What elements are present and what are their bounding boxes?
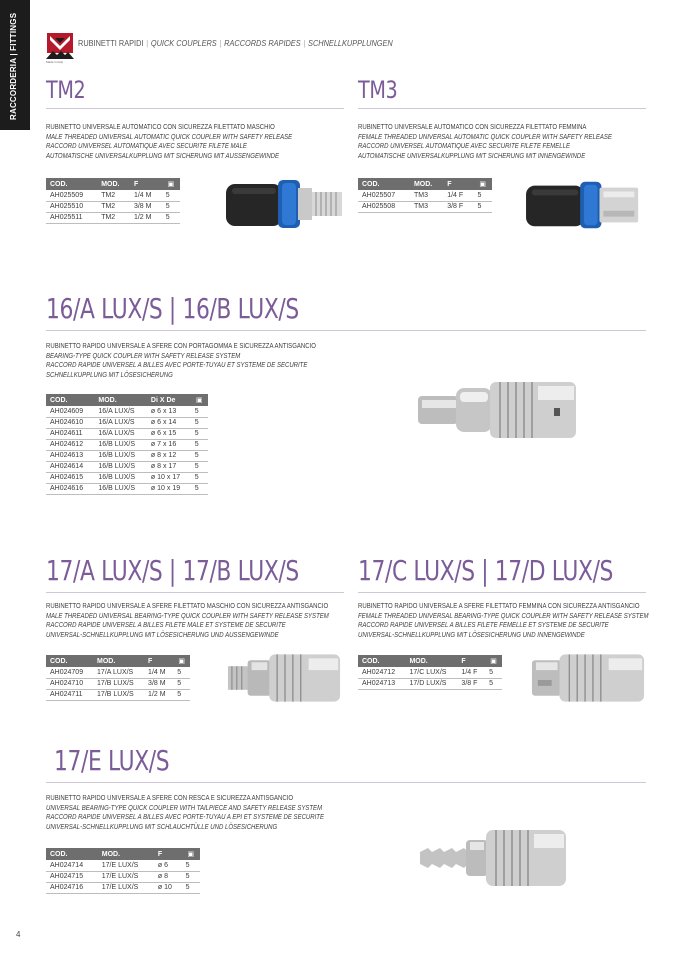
cell-cod: AH024614 [46,461,94,472]
cell-dim: ø 6 x 15 [147,428,191,439]
desc-fr: RACCORD RAPIDE UNIVERSEL A BILLES AVEC PORTE-TUYAU ET SYSTEME DE SECURITE [46,362,308,370]
box-icon: ▣ [196,397,203,404]
logo-caption: Made in Italy [46,60,64,64]
col-box [191,394,208,406]
cell-f: ø 8 [154,871,182,882]
cell-f: 1/4 M [144,667,173,678]
desc-it: RUBINETTO UNIVERSALE AUTOMATICO CON SICUREZZA FILETTATO FEMMINA [358,124,587,131]
desc-de: UNIVERSAL-SCHNELLKUPPLUNG MIT LÖSESICHERUNG UND AUSSENGEWINDE [46,631,279,639]
desc-de: UNIVERSAL-SCHNELLKUPPLUNG MIT LÖSESICHERUNG UND INNENGEWINDE [358,631,585,639]
table-row [358,678,502,689]
col-box [182,848,200,860]
col-box [173,655,190,667]
cell-cod: AH024612 [46,439,94,450]
col-f: F [130,178,162,190]
cell-mod: 16/B LUX/S [94,461,147,472]
desc-de: SCHNELLKUPPLUNG MIT LÖSESICHERUNG [46,371,173,379]
cell-mod: 16/B LUX/S [94,472,147,483]
desc-en: FEMALE THREADED UNIVERSAL AUTOMATIC QUICK COUPLER WITH SAFETY RELEASE [358,133,612,141]
section-divider [358,108,646,109]
cell-mod: 17/B LUX/S [93,689,144,700]
table-row [46,201,180,212]
table-row [46,678,190,689]
section-lux17e [46,744,646,914]
section-divider [46,782,646,783]
product-description [46,123,292,161]
product-photo-lux16 [416,378,586,442]
cell-qty: 5 [191,417,208,428]
table-row [46,472,208,483]
cell-f: 1/4 M [130,190,162,201]
spec-table [358,655,502,690]
cell-dim: ø 10 x 17 [147,472,191,483]
spec-table [46,178,180,224]
cell-f: 1/2 M [144,689,173,700]
spec-table [46,848,200,894]
cell-mod: TM2 [97,212,130,223]
desc-fr: RACCORD UNIVERSEL AUTOMATIQUE AVEC SECURITE FILETE MALE [46,143,247,151]
section-divider [46,108,344,109]
col-box [473,178,492,190]
cell-qty: 5 [191,483,208,494]
table-row [46,461,208,472]
cell-mod: 17/D LUX/S [405,678,457,689]
page-number: 4 [16,930,21,939]
table-row [46,882,200,893]
cell-dim: ø 8 x 17 [147,461,191,472]
product-description [358,602,648,640]
table-row [358,190,492,201]
cell-cod: AH024711 [46,689,93,700]
desc-fr: RACCORD UNIVERSEL AUTOMATIQUE AVEC SECURITE FILETE FEMELLE [358,143,570,151]
cell-mod: TM2 [97,190,130,201]
cell-dim: ø 6 x 13 [147,406,191,417]
section-lux17cd [358,554,649,714]
cell-f: 3/8 F [457,678,485,689]
cell-cod: AH024713 [358,678,405,689]
table-row [46,439,208,450]
product-photo-lux17ab [226,650,344,706]
col-mod: MOD. [98,848,154,860]
cell-mod: 16/A LUX/S [94,406,147,417]
cell-mod: TM3 [410,190,443,201]
header-separator: | [219,39,222,48]
product-description [46,602,329,640]
cell-cod: AH024709 [46,667,93,678]
cell-cod: AH024615 [46,472,94,483]
cell-cod: AH024613 [46,450,94,461]
cell-mod: 16/A LUX/S [94,417,147,428]
cell-cod: AH024712 [358,667,405,678]
cell-f: 1/4 F [457,667,485,678]
col-cod: COD. [46,655,93,667]
cell-qty: 5 [162,190,180,201]
cell-cod: AH024610 [46,417,94,428]
cell-mod: 16/B LUX/S [94,483,147,494]
desc-de: AUTOMATISCHE UNIVERSALKUPPLUNG MIT SICHERUNG MIT AUSSENGEWINDE [46,152,280,160]
side-tab [0,0,30,130]
section-divider [358,592,646,593]
cell-cod: AH024616 [46,483,94,494]
cell-mod: 16/B LUX/S [94,439,147,450]
section-divider [46,592,344,593]
cell-cod: AH024710 [46,678,93,689]
section-title: TM2 [46,76,86,104]
table-row [46,689,190,700]
table-row [46,190,180,201]
product-photo-tm3 [522,176,648,234]
cell-mod: 16/A LUX/S [94,428,147,439]
section-tm2 [46,76,344,236]
cell-mod: TM2 [97,201,130,212]
col-f: F [144,655,173,667]
col-cod: COD. [358,655,405,667]
cell-f: 1/4 F [443,190,473,201]
cell-qty: 5 [182,871,200,882]
cell-f: 3/8 M [130,201,162,212]
cell-cod: AH024714 [46,860,98,871]
table-row [46,860,200,871]
spec-table [46,655,190,701]
col-mod: MOD. [97,178,130,190]
cell-f: 1/2 M [130,212,162,223]
table-row [46,871,200,882]
product-description [358,123,612,161]
desc-en: FEMALE THREADED UNIVERSAL BEARING-TYPE QUICK COUPLER WITH SAFETY RELEASE SYSTEM [358,612,649,620]
side-tab-label: RACCORDERIA | FITTINGS [9,12,18,120]
col-f: F [154,848,182,860]
table-header-row [358,178,492,190]
col-dimension: Di X De [147,394,191,406]
cell-dim: ø 7 x 16 [147,439,191,450]
cell-qty: 5 [182,882,200,893]
header-separator: | [303,39,306,48]
col-mod: MOD. [93,655,144,667]
col-cod: COD. [46,848,98,860]
cell-dim: ø 6 x 14 [147,417,191,428]
cell-cod: AH024609 [46,406,94,417]
desc-en: UNIVERSAL BEARING-TYPE QUICK COUPLER WITH TAILPIECE AND SAFETY RELEASE SYSTEM [46,804,323,812]
col-f: F [443,178,473,190]
header-breadcrumb [78,39,393,48]
cell-qty: 5 [182,860,200,871]
desc-en: BEARING-TYPE QUICK COUPLER WITH SAFETY RELEASE SYSTEM [46,352,241,360]
box-icon: ▣ [490,658,497,665]
section-title: 17/A LUX/S | 17/B LUX/S [46,554,299,587]
col-mod: MOD. [405,655,457,667]
cell-cod: AH025509 [46,190,97,201]
desc-fr: RACCORD RAPIDE UNIVERSEL A BILLES FILETE FEMELLE ET SYSTEME DE SECURITE [358,622,609,630]
product-photo-lux17cd [530,650,648,706]
desc-de: AUTOMATISCHE UNIVERSALKUPPLUNG MIT SICHERUNG MIT INNENGEWINDE [358,152,586,160]
cell-qty: 5 [473,190,492,201]
product-photo-lux17e [418,826,568,890]
cell-f: 3/8 F [443,201,473,212]
col-mod: MOD. [410,178,443,190]
box-icon: ▣ [178,658,185,665]
section-title: 16/A LUX/S | 16/B LUX/S [46,292,299,325]
cell-mod: 17/E LUX/S [98,871,154,882]
cell-qty: 5 [485,678,502,689]
desc-it: RUBINETTO RAPIDO UNIVERSALE A SFERE FILETTATO MASCHIO CON SICUREZZA ANTISGANCIO [46,603,329,610]
cell-cod: AH025510 [46,201,97,212]
product-description [46,342,316,380]
cell-qty: 5 [162,201,180,212]
section-divider [46,330,646,331]
cell-dim: ø 8 x 12 [147,450,191,461]
cell-qty: 5 [173,678,190,689]
cell-cod: AH025508 [358,201,410,212]
table-row [46,212,180,223]
col-mod: MOD. [94,394,147,406]
col-f: F [457,655,485,667]
cell-qty: 5 [191,406,208,417]
cell-f: ø 6 [154,860,182,871]
table-row [46,406,208,417]
product-description [46,794,324,832]
cell-mod: 17/E LUX/S [98,882,154,893]
cell-qty: 5 [191,461,208,472]
table-row [358,667,502,678]
header-item: SCHNELLKUPPLUNGEN [308,39,393,48]
desc-it: RUBINETTO RAPIDO UNIVERSALE A SFERE CON PORTAGOMMA E SICUREZZA ANTISGANCIO [46,343,316,350]
col-box [162,178,180,190]
cell-cod: AH024611 [46,428,94,439]
cell-mod: TM3 [410,201,443,212]
cell-qty: 5 [162,212,180,223]
section-title: 17/E LUX/S [54,744,170,777]
table-row [46,667,190,678]
table-row [46,417,208,428]
table-row [46,483,208,494]
desc-it: RUBINETTO UNIVERSALE AUTOMATICO CON SICUREZZA FILETTATO MASCHIO [46,124,275,131]
cell-mod: 17/A LUX/S [93,667,144,678]
cell-qty: 5 [191,472,208,483]
cell-f: 3/8 M [144,678,173,689]
col-cod: COD. [358,178,410,190]
section-lux17ab [46,554,344,714]
cell-qty: 5 [173,667,190,678]
cell-qty: 5 [191,439,208,450]
product-photo-tm2 [222,174,352,234]
col-cod: COD. [46,178,97,190]
box-icon: ▣ [167,181,175,188]
box-icon: ▣ [187,851,195,858]
box-icon: ▣ [479,181,487,188]
spec-table [46,394,208,495]
cell-f: ø 10 [154,882,182,893]
desc-it: RUBINETTO RAPIDO UNIVERSALE A SFERE CON RESCA E SICUREZZA ANTISGANCIO [46,795,294,802]
desc-en: MALE THREADED UNIVERSAL BEARING-TYPE QUICK COUPLER WITH SAFETY RELEASE SYSTEM [46,612,329,620]
cell-qty: 5 [191,428,208,439]
table-row [46,428,208,439]
desc-de: UNIVERSAL-SCHNELLKUPPLUNG MIT SCHLAUCHTÜLLE UND LÖSESICHERUNG [46,823,278,831]
brand-logo-icon [46,32,74,60]
cell-cod: AH024716 [46,882,98,893]
cell-qty: 5 [173,689,190,700]
cell-qty: 5 [191,450,208,461]
table-header-row [46,178,180,190]
desc-fr: RACCORD RAPIDE UNIVERSEL A BILLES FILETE MALE ET SYSTEME DE SECURITE [46,622,286,630]
cell-mod: 17/E LUX/S [98,860,154,871]
spec-table [358,178,492,213]
header-item: RUBINETTI RAPIDI [78,39,144,48]
table-header-row [46,848,200,860]
table-row [46,450,208,461]
desc-en: MALE THREADED UNIVERSAL AUTOMATIC QUICK COUPLER WITH SAFETY RELEASE [46,133,293,141]
header-separator: | [146,39,149,48]
table-header-row [46,394,208,406]
cell-qty: 5 [473,201,492,212]
cell-mod: 17/C LUX/S [405,667,457,678]
cell-qty: 5 [485,667,502,678]
desc-it: RUBINETTO RAPIDO UNIVERSALE A SFERE FILETTATO FEMMINA CON SICUREZZA ANTISGANCIO [358,603,640,610]
desc-fr: RACCORD RAPIDE UNIVERSEL A BILLES AVEC PORTE-TUYAU A EPI ET SYSTEME DE SECURITE [46,814,324,822]
cell-cod: AH025511 [46,212,97,223]
cell-cod: AH024715 [46,871,98,882]
table-header-row [46,655,190,667]
cell-cod: AH025507 [358,190,410,201]
table-header-row [358,655,502,667]
section-title: 17/C LUX/S | 17/D LUX/S [358,554,614,587]
col-cod: COD. [46,394,94,406]
col-box [485,655,502,667]
header-item: RACCORDS RAPIDES [224,39,301,48]
table-row [358,201,492,212]
section-lux16 [46,292,646,512]
section-title: TM3 [358,76,398,104]
header-item: QUICK COUPLERS [150,39,217,48]
cell-mod: 16/B LUX/S [94,450,147,461]
cell-mod: 17/B LUX/S [93,678,144,689]
cell-dim: ø 10 x 19 [147,483,191,494]
section-tm3 [358,76,646,236]
